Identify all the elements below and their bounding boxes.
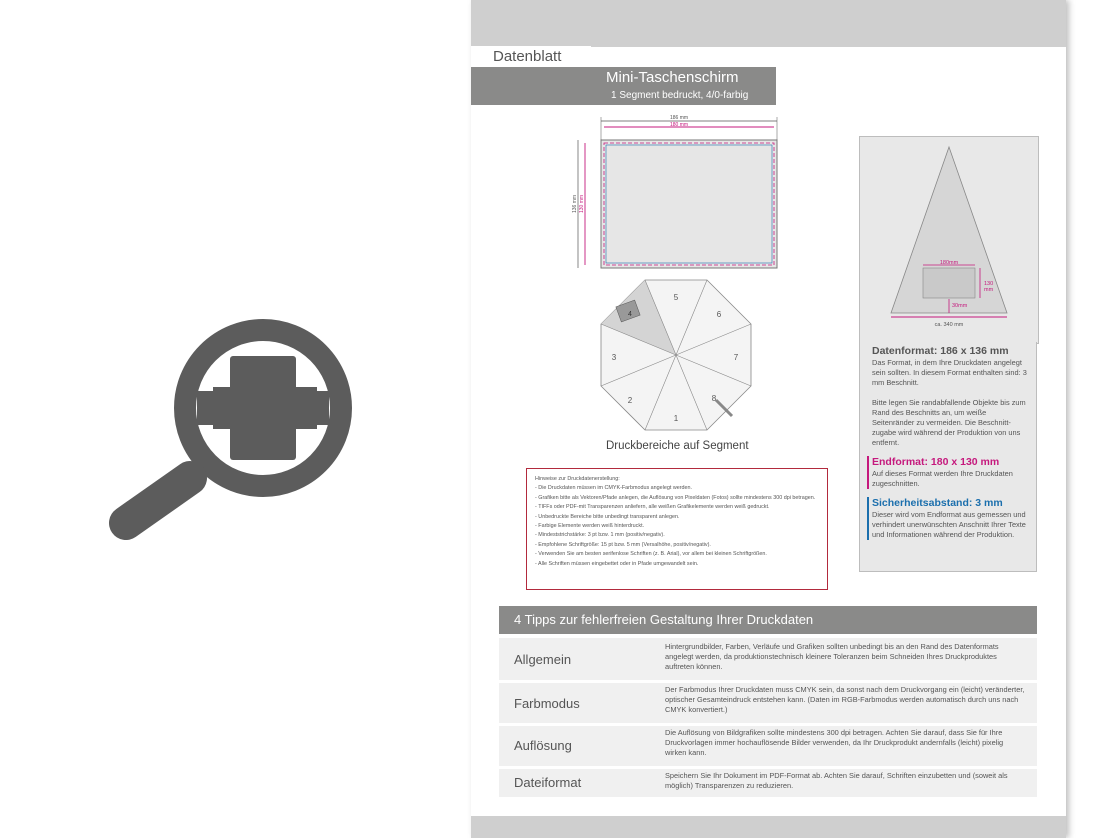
format-diagram	[571, 112, 786, 277]
triangle-base-label: ca. 340 mm	[934, 322, 964, 328]
hints-title: Hinweise zur Druckdatenerstellung:	[535, 476, 620, 482]
segment-label-6: 6	[716, 310, 722, 319]
umbrella-segments-diagram	[596, 278, 756, 438]
hint-item: - Grafiken bitte als Vektoren/Pfade anlegen, die Auflösung von Pixeldaten (Fotos) sollte mindestens 300 dpi betragen.	[535, 494, 816, 501]
safety-margin-text: Dieser wird vom Endformat aus gemessen und verhindert unerwünschten Anschnitt Ihrer Texte und Informationen während der Produktion.	[872, 510, 1026, 539]
tip-label: Dateiformat	[514, 775, 582, 790]
product-subtitle: 1 Segment bedruckt, 4/0-farbig	[611, 90, 749, 101]
zoom-in-icon[interactable]	[100, 310, 360, 550]
tip-text: Die Auflösung von Bildgrafiken sollte mindestens 300 dpi betragen. Achten Sie darauf, dass Sie für Ihre Druckvorlagen immer hochauflösende Bilder verwenden, da Ihr Druckprodukt andernfalls (leicht) pixelig wirken kann.	[665, 728, 1004, 757]
safety-margin-heading: Sicherheitsabstand: 3 mm	[872, 497, 1003, 509]
end-format-text: Auf dieses Format werden Ihre Druckdaten zugeschnitten.	[872, 469, 1013, 488]
segment-label-4: 4	[628, 311, 632, 318]
triangle-height-unit: mm	[984, 287, 994, 293]
tip-label: Allgemein	[514, 652, 572, 667]
hint-item: - TIFFs oder PDF-mit Transparenzen anliefern, alle weißen Grafikelemente werden weiß gedruckt.	[535, 504, 770, 511]
tip-row-colormode	[499, 683, 1037, 723]
tip-label: Farbmodus	[514, 696, 580, 711]
hint-item: - Verwenden Sie am besten serifenlose Schriften (z. B. Arial), vor allem bei kleinen Schriftgrößen.	[535, 551, 767, 558]
tip-row-general	[499, 638, 1037, 680]
top-bar	[471, 0, 1066, 47]
print-data-hints	[526, 468, 828, 590]
bottom-bar	[471, 816, 1066, 838]
inner-height-label: 130 mm	[579, 194, 585, 214]
hint-item: - Unbedruckte Bereiche bitte unbedingt transparent anlegen.	[535, 513, 680, 520]
datasheet-page	[471, 0, 1066, 838]
hint-item: - Empfohlene Schriftgröße: 15 pt bzw. 5 mm (Versalhöhe, positiv/negativ).	[535, 541, 711, 548]
tip-row-fileformat	[499, 769, 1037, 797]
data-format-text: Das Format, in dem Ihre Druckdaten angelegt sein sollten. In diesem Format enthalten sind: 3 mm Beschnitt.	[872, 358, 1027, 387]
tips-heading: 4 Tipps zur fehlerfreien Gestaltung Ihrer Druckdaten	[499, 606, 1037, 634]
tip-row-resolution	[499, 726, 1037, 766]
triangle-gap-label: 30mm	[952, 303, 968, 309]
segment-triangle-diagram	[860, 137, 1038, 343]
segment-label-1: 1	[673, 414, 679, 423]
hint-item: - Mindeststrichstärke: 3 pt bzw. 1 mm (positiv/negativ).	[535, 532, 665, 539]
bleed-text: Bitte legen Sie randabfallende Objekte bis zum Rand des Beschnitts an, um weiße Seitenränder zu vermeiden. Die Beschnitt-zugabe wird während der Produktion von uns entfernt.	[872, 398, 1026, 447]
format-info-panel	[859, 342, 1037, 572]
hint-item: - Farbige Elemente werden weiß hinterdruckt.	[535, 523, 645, 530]
triangle-width-label: 180mm	[939, 260, 959, 266]
end-format-heading: Endformat: 180 x 130 mm	[872, 456, 1000, 468]
segment-label-5: 5	[673, 293, 679, 302]
outer-height-label: 136 mm	[572, 194, 578, 214]
triangle-height-label: 130	[984, 281, 994, 287]
tip-text: Hintergrundbilder, Farben, Verläufe und Grafiken sollten unbedingt bis an den Rand des Datenformats angelegt werden, da produktionstechnisch kleinere Toleranzen beim Schneiden Ihres Druckproduktes auftreten können.	[665, 642, 999, 671]
hint-item: - Alle Schriften müssen eingebettet oder in Pfade umgewandelt sein.	[535, 560, 699, 567]
hint-item: - Die Druckdaten müssen im CMYK-Farbmodus angelegt werden.	[535, 485, 692, 492]
segment-label-2: 2	[627, 396, 633, 405]
segment-label-7: 7	[733, 353, 739, 362]
segment-label-8: 8	[711, 394, 717, 403]
tip-text: Der Farbmodus Ihrer Druckdaten muss CMYK sein, da sonst nach dem Druckvorgang ein (leicht) veränderter, optischer Gesamteindruck entstehen kann. (Daten im RGB-Farbmodus werden automatisch durch uns nach CMYK konvertiert.)	[665, 685, 1025, 714]
inner-width-label: 180 mm	[669, 122, 689, 128]
sheet-tag: Datenblatt	[471, 46, 591, 67]
outer-width-label: 186 mm	[669, 115, 689, 121]
title-bar	[471, 67, 776, 105]
segment-format-box	[859, 136, 1039, 344]
tip-text: Speichern Sie Ihr Dokument im PDF-Format ab. Achten Sie darauf, Schriften einzubetten und (soweit als möglich) Transparenzen zu reduzieren.	[665, 771, 1008, 790]
tip-label: Auflösung	[514, 738, 572, 753]
product-title: Mini-Taschenschirm	[606, 69, 739, 86]
data-format-heading: Datenformat: 186 x 136 mm	[872, 345, 1009, 357]
segment-label-3: 3	[611, 353, 617, 362]
segments-caption: Druckbereiche auf Segment	[606, 440, 749, 452]
